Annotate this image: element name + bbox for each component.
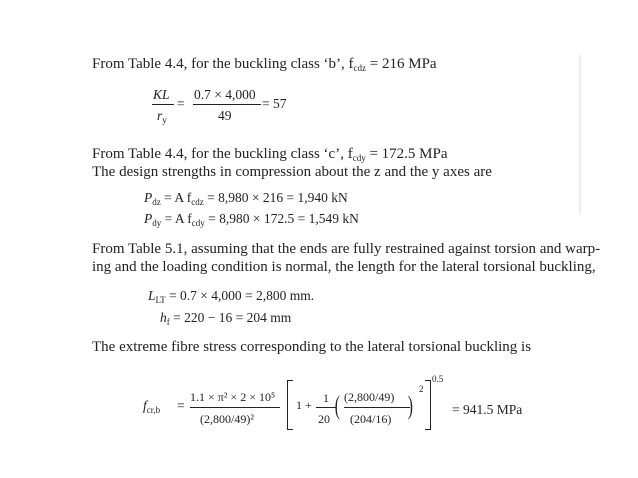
para2-text: From Table 4.4, for the buckling class ‘c’, f xyxy=(92,146,353,162)
fraction2-denominator: 20 xyxy=(318,412,330,426)
kl-frac-denominator: 49 xyxy=(218,108,232,123)
fcr-equals: = xyxy=(177,398,185,413)
exponent-outer: 0.5 xyxy=(432,374,444,384)
para-design-strengths: The design strengths in compression about the z and the y axes are xyxy=(92,164,492,180)
kl-fraction-bar xyxy=(152,104,174,105)
kl-numerator: KL xyxy=(153,87,170,102)
kl-result: = 57 xyxy=(262,96,287,111)
bracket-right xyxy=(425,380,431,430)
para1-sub: cdz xyxy=(353,63,367,73)
para-table-5-1-line1: From Table 5.1, assuming that the ends are fully restrained against torsion and warp- xyxy=(92,241,601,257)
fraction1-denominator: (2,800/49)² xyxy=(200,412,254,426)
para2-value: = 172.5 MPa xyxy=(365,146,448,162)
kl-frac-numerator: 0.7 × 4,000 xyxy=(194,87,256,102)
fraction3-denominator: (204/16) xyxy=(350,412,392,426)
equation-llt: $L_{LT} = 0.7 \times 4,000 = 2,800$ mm. xyxy=(148,288,315,305)
exponent-inner: 2 xyxy=(419,384,424,394)
paren-right: ) xyxy=(407,391,413,420)
paren-left: ( xyxy=(334,391,340,420)
fraction3-bar xyxy=(344,407,410,408)
fraction3-numerator: (2,800/49) xyxy=(344,390,395,404)
bracket-left xyxy=(287,380,293,430)
equation-hf: $h_f = 220 - 16 = 204$ mm xyxy=(160,310,292,327)
page-edge-shadow xyxy=(578,55,582,215)
para2-sub: cdy xyxy=(352,153,366,163)
para-table-5-1-line2: ing and the loading condition is normal, the length for the lateral torsional buckling, xyxy=(92,259,596,275)
kl-frac-bar xyxy=(193,104,261,105)
para-buckling-class-c xyxy=(92,146,448,163)
one-plus: 1 + xyxy=(296,398,312,412)
fcr-result: = 941.5 MPa xyxy=(452,402,523,417)
kl-denominator: $r_y$ xyxy=(157,108,167,125)
fraction2-bar xyxy=(316,407,336,408)
para-buckling-class-b xyxy=(92,56,437,73)
para1-text: From Table 4.4, for the buckling class ‘b’, f xyxy=(92,56,354,72)
fraction1-numerator: 1.1 × π² × 2 × 10⁵ xyxy=(190,390,276,404)
para-extreme-fibre-stress: The extreme fibre stress corresponding to the lateral torsional buckling is xyxy=(92,339,532,355)
fcr-lhs: $f_{cr,b}$ xyxy=(143,398,161,415)
kl-equals: = xyxy=(177,96,185,111)
fraction2-numerator: 1 xyxy=(323,391,329,405)
fraction1-bar xyxy=(190,407,280,408)
equation-pdy: $P_{dy} = A$ $f_{cdy} = 8,980 \times 172.5 = 1,549$ kN xyxy=(144,211,359,228)
para1-value: = 216 MPa xyxy=(366,56,437,72)
equation-pdz: $P_{dz} = A$ $f_{cdz} = 8,980 \times 216 = 1,940$ kN xyxy=(144,190,348,207)
